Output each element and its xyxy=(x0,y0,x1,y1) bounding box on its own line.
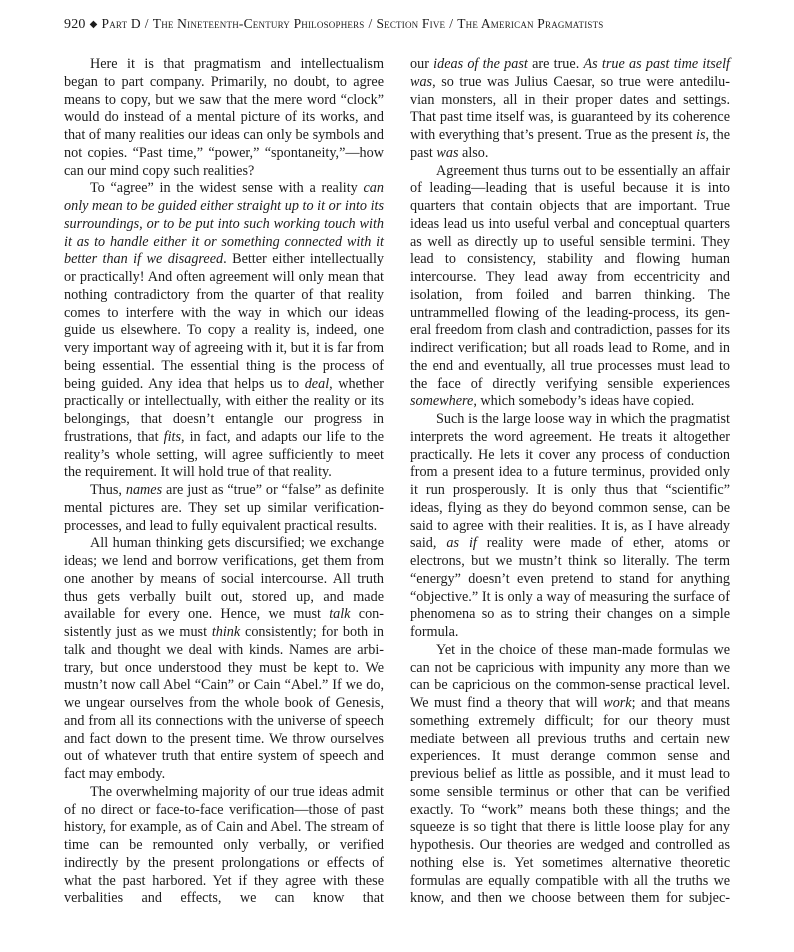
header-chapter: The American Pragmatists xyxy=(457,16,604,31)
paragraph: Agreement thus turns out to be essentially an affair of leading—leading that is useful because it is into quarters that contain objects that are important. True ideas lead us into useful verbal and conceptual quarters as well as directly up to useful sensible termini. They lead to consistency, stability and flowing human intercourse. They lead away from eccentricity and isolation, from foiled and barren thinking. The untrammelled flowing of the leading-process, its general freedom from clash and contradiction, passes for its indirect verification; but all roads lead to Rome, and in the end and eventually, all true processes must lead to the face of directly verifying sensible experiences somewhere, which somebody’s ideas have copied. xyxy=(410,162,730,410)
diamond-ornament-icon: ◆ xyxy=(89,19,98,30)
paragraph: Here it is that pragmatism and intellectualism began to part company. Primarily, no doubt, to agree means to copy, but we saw that the mere word “clock” would do instead of a mental picture of its works, and that of many realities our ideas can only be symbols and not copies. “Past time,” “power,” “spontaneity,”—how can our mind copy such realities? xyxy=(64,56,384,179)
paragraph: The overwhelming majority of our true ideas admit of no direct or face-to-face verification—those of past history, for example, as of Cain and Abel. The stream of time can be remounted only verbally, or verified indirectly by the present prolongations or effects of what the past harbored. Yet if they agree with these verbalities and effects, we can know that xyxy=(64,783,384,907)
right-text-column xyxy=(410,56,730,908)
header-separator: / xyxy=(368,16,373,31)
header-book-section: The Nineteenth-Century Philosophers xyxy=(152,16,365,31)
paragraph: All human thinking gets discursified; we exchange ideas; we lend and borrow verifications, get them from one another by means of social intercourse. All truth thus gets verbally built out, stored up, and made available for every one. Hence, we must talk consistently just as we must think consistently; for both in talk and thought we deal with kinds. Names are arbitrary, but once understood they must be kept to. We mustn’t now call Abel “Cain” or Cain “Abel.” If we do, we ungear ourselves from the whole book of Genesis, and from all its connections with the universe of speech and fact down to the present time. We throw ourselves out of whatever truth that entire system of speech and fact may embody. xyxy=(64,535,384,782)
header-section: Section Five xyxy=(376,16,446,31)
paragraph: Yet in the choice of these man-made formulas we can not be capricious with impunity any more than we can be capricious on the common-sense practical level. We must find a theory that will work; and that means something extremely difficult; for our theory must mediate between all previous truths and certain new experiences. It must derange common sense and previous belief as little as possible, and it must lead to some sensible terminus or other that can be verified exactly. To “work” means both these things; and the squeeze is so tight that there is little loose play for any hypothesis. Our theories are wedged and controlled as nothing else is. Yet sometimes alternative theoretic formulas are equally compatible with all the truths we know, and then we choose between them for subjec- xyxy=(410,641,730,907)
paragraph: our ideas of the past are true. As true as past time itself was, so true was Julius Caesar, so true were antediluvian monsters, all in their proper dates and settings. That past time itself was, is guaranteed by its coherence with everything that’s present. True as the present is, the past was also. xyxy=(410,56,730,161)
paragraph: To “agree” in the widest sense with a reality can only mean to be guided either straight up to it or into its surroundings, or to be put into such working touch with it as to handle either it or something connected with it better than if we disagreed. Better either intellectually or practically! And often agreement will only mean that nothing contradictory from the quarter of that reality comes to interfere with the way in which our ideas guide us elsewhere. To copy a reality is, indeed, one very important way of agreeing with it, but it is far from being essential. The essential thing is the process of being guided. Any idea that helps us to deal, whether practically or intellectually, with either the reality or its belongings, that doesn’t entangle our progress in frustrations, that fits, in fact, and adapts our life to the reality’s whole setting, will agree sufficiently to meet the requirement. It will hold true of that reality. xyxy=(64,180,384,481)
header-separator: / xyxy=(144,16,149,31)
left-text-column xyxy=(64,56,384,908)
header-part: Part D xyxy=(101,16,141,31)
header-separator: / xyxy=(449,16,454,31)
page-number: 920 xyxy=(64,17,86,32)
paragraph: Such is the large loose way in which the pragmatist interprets the word agreement. He treats it altogether practically. He lets it cover any process of conduction from a present idea to a future terminus, provided only it run prosperously. It is only thus that “scientific” ideas, flying as they do beyond common sense, can be said to agree with their realities. It is, as I have already said, as if reality were made of ether, atoms or electrons, but we mustn’t think so literally. The term “energy” doesn’t even pretend to stand for anything “objective.” It is only a way of measuring the surface of phenomena so as to string their changes on a simple formula. xyxy=(410,411,730,640)
paragraph: Thus, names are just as “true” or “false” as definite mental pictures are. They set up similar verification-processes, and lead to fully equivalent practical results. xyxy=(64,482,385,534)
running-header xyxy=(64,16,744,38)
